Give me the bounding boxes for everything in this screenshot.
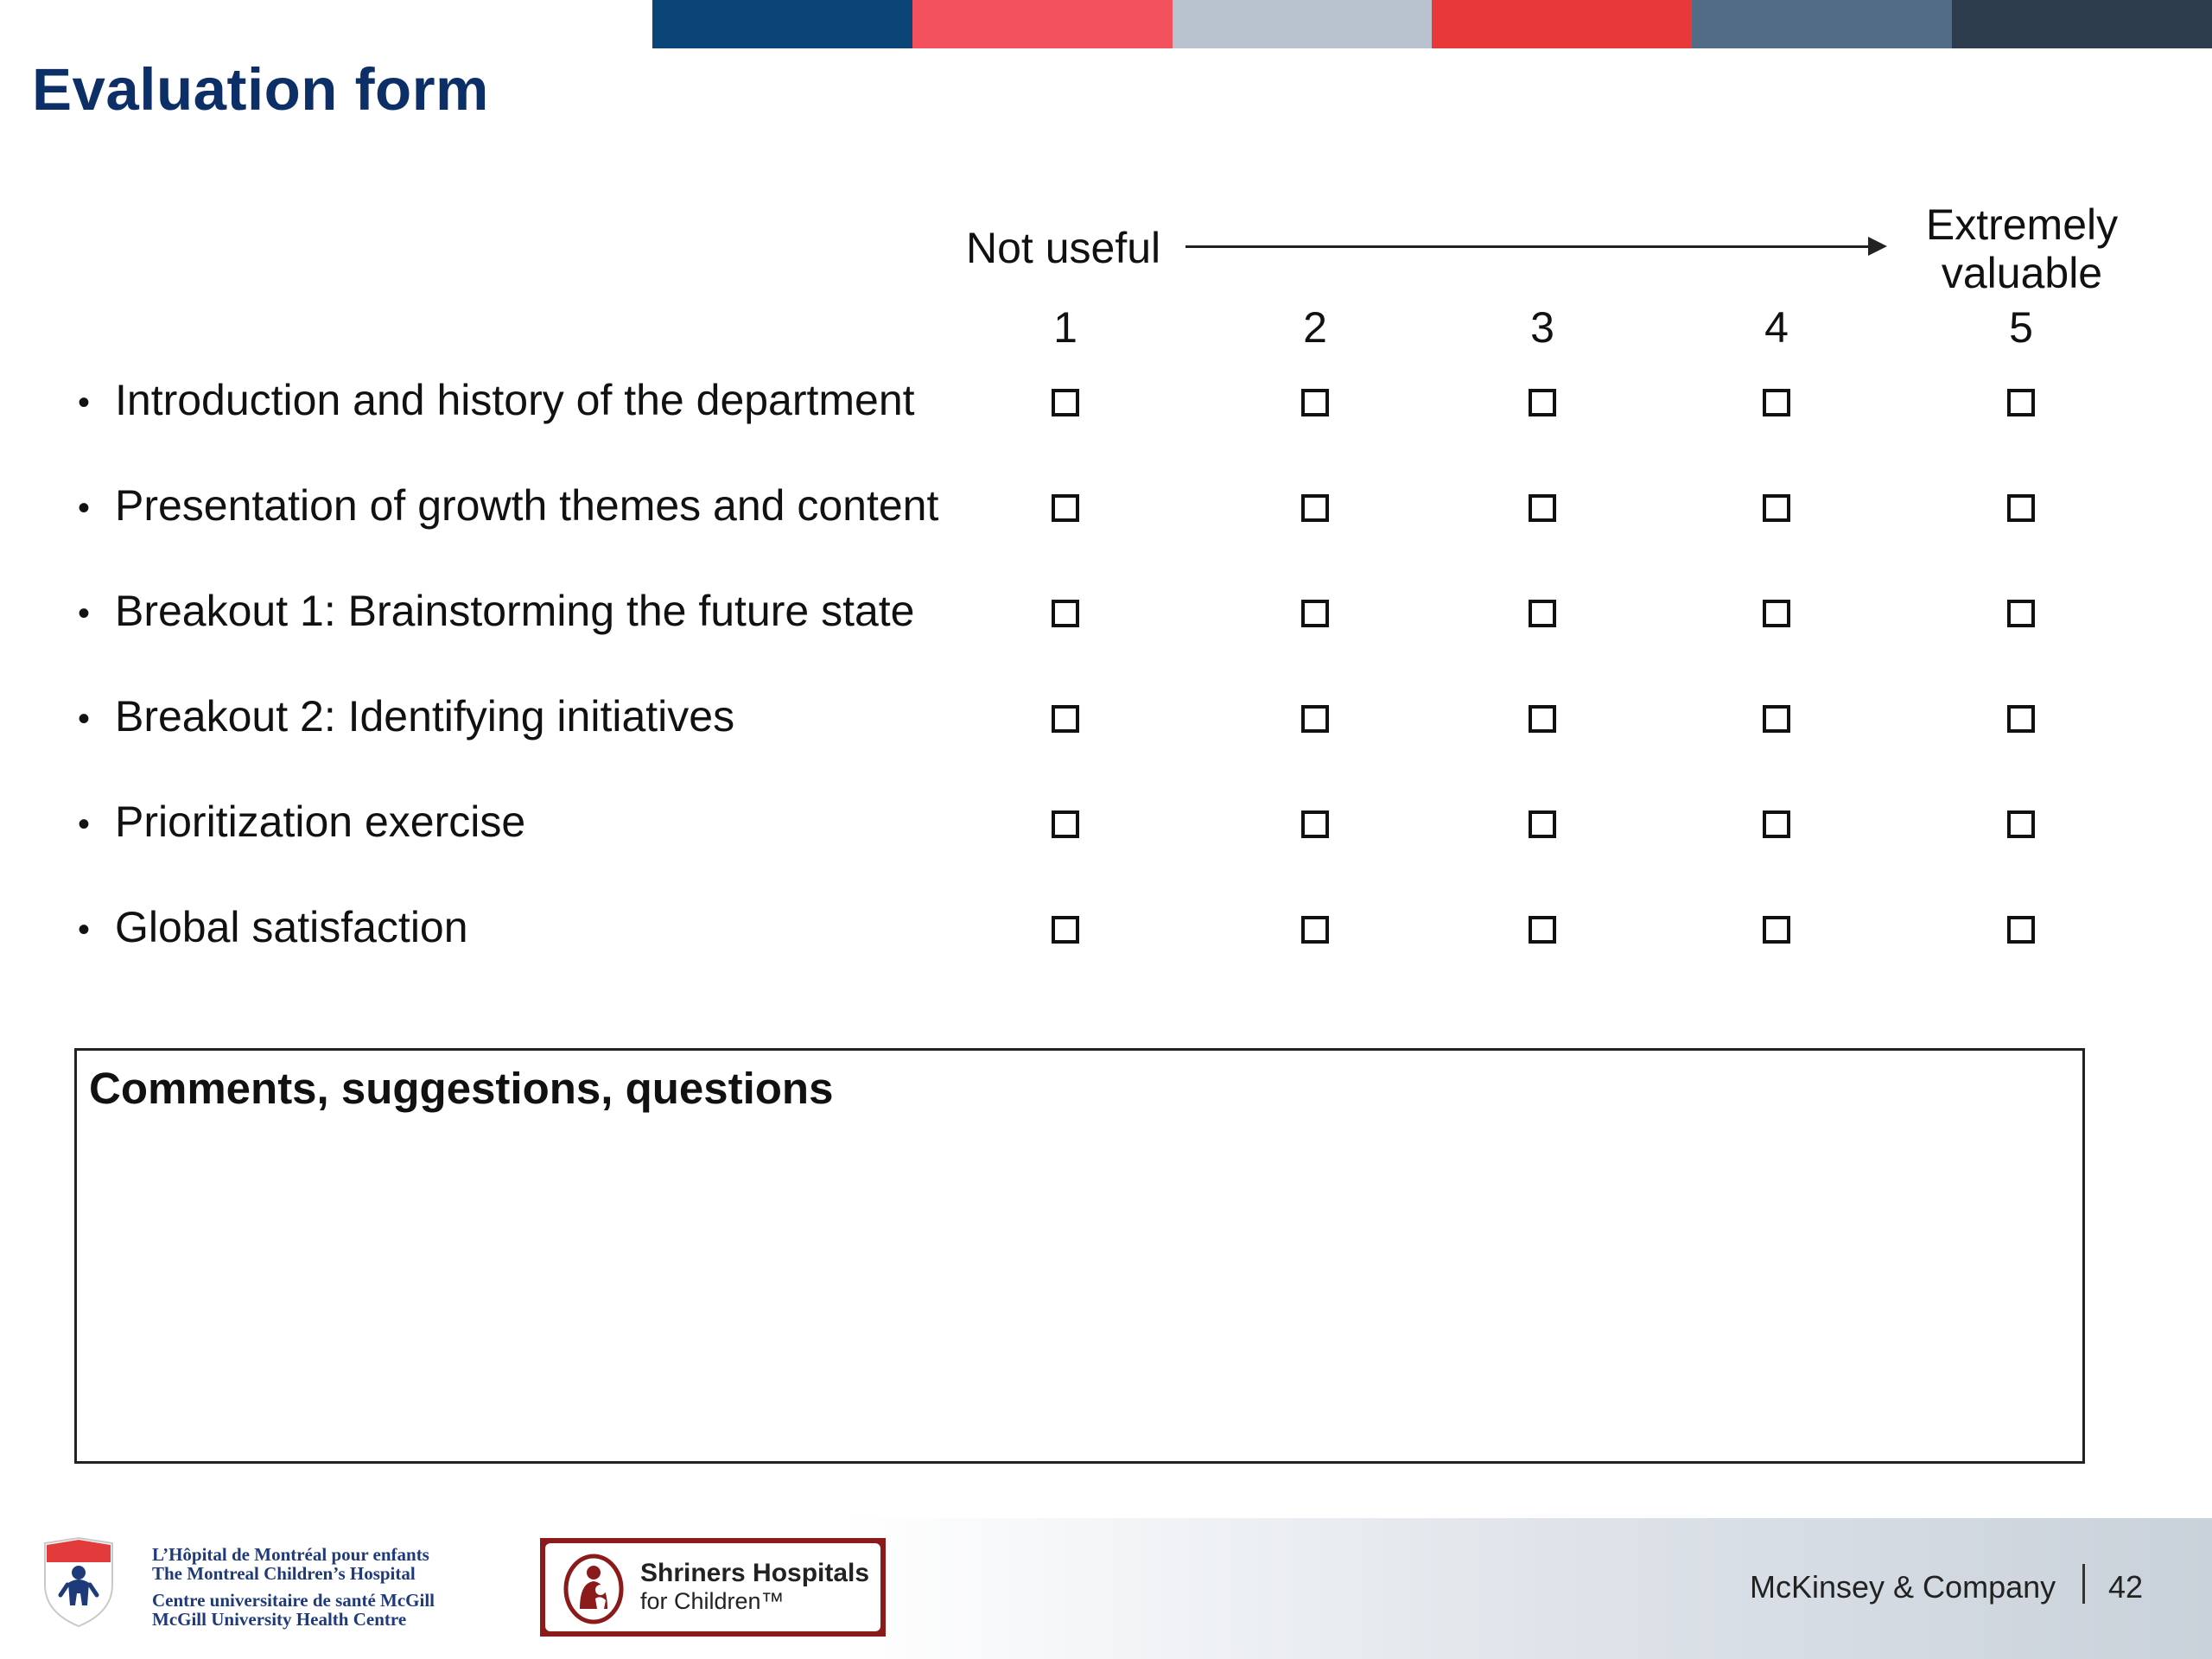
item-label: Breakout 1: Brainstorming the future state — [115, 587, 915, 635]
evaluation-row-breakout-1 — [0, 582, 2212, 652]
rating-checkbox-1[interactable] — [1052, 916, 1079, 944]
rating-checkbox-2[interactable] — [1301, 916, 1329, 944]
item-label: Breakout 2: Identifying initiatives — [115, 692, 735, 741]
rating-checkbox-3[interactable] — [1529, 916, 1556, 944]
bullet-icon: • — [78, 805, 91, 843]
color-segment-2 — [912, 0, 1173, 48]
scale-number-4: 4 — [1764, 303, 1789, 352]
mch-line-2: The Montreal Children’s Hospital — [152, 1563, 416, 1584]
montreal-childrens-hospital-logo — [41, 1536, 116, 1628]
rating-checkbox-2[interactable] — [1301, 494, 1329, 522]
rating-checkbox-3[interactable] — [1529, 705, 1556, 733]
top-color-bar — [652, 0, 2212, 48]
rating-checkbox-3[interactable] — [1529, 810, 1556, 838]
comments-box[interactable] — [74, 1048, 2085, 1464]
company-name: McKinsey & Company — [1750, 1569, 2056, 1605]
item-label: Introduction and history of the department — [115, 376, 915, 424]
mch-line-1: L’Hôpital de Montréal pour enfants — [152, 1544, 429, 1565]
comments-label: Comments, suggestions, questions — [89, 1064, 834, 1113]
color-segment-3 — [1173, 0, 1433, 48]
scale-low-label: Not useful — [966, 224, 1161, 272]
rating-checkbox-1[interactable] — [1052, 600, 1079, 627]
rating-checkbox-4[interactable] — [1763, 389, 1790, 416]
footer-divider — [2082, 1564, 2085, 1604]
rating-checkbox-4[interactable] — [1763, 494, 1790, 522]
color-segment-6 — [1952, 0, 2212, 48]
bullet-icon: • — [78, 594, 91, 632]
rating-checkbox-2[interactable] — [1301, 705, 1329, 733]
bullet-icon: • — [78, 700, 91, 738]
rating-checkbox-3[interactable] — [1529, 494, 1556, 522]
scale-number-5: 5 — [2009, 303, 2033, 352]
shriners-subtitle: for Children™ — [640, 1588, 785, 1614]
rating-checkbox-2[interactable] — [1301, 810, 1329, 838]
bullet-icon: • — [78, 384, 91, 422]
rating-checkbox-5[interactable] — [2007, 600, 2035, 627]
rating-checkbox-1[interactable] — [1052, 389, 1079, 416]
scale-high-label — [1884, 200, 2160, 297]
rating-checkbox-5[interactable] — [2007, 810, 2035, 838]
rating-checkbox-3[interactable] — [1529, 389, 1556, 416]
rating-checkbox-4[interactable] — [1763, 810, 1790, 838]
rating-checkbox-5[interactable] — [2007, 705, 2035, 733]
scale-number-2: 2 — [1303, 303, 1327, 352]
rating-checkbox-4[interactable] — [1763, 705, 1790, 733]
scale-high-label-line1: Extremely — [1925, 200, 2119, 249]
scale-number-3: 3 — [1530, 303, 1554, 352]
mch-line-4: McGill University Health Centre — [152, 1609, 407, 1630]
rating-checkbox-5[interactable] — [2007, 916, 2035, 944]
rating-checkbox-1[interactable] — [1052, 494, 1079, 522]
scale-arrow-icon — [1185, 245, 1884, 248]
evaluation-row-growth-themes — [0, 477, 2212, 546]
rating-checkbox-2[interactable] — [1301, 389, 1329, 416]
bullet-icon: • — [78, 911, 91, 949]
mch-logo-text — [152, 1545, 435, 1629]
item-label: Presentation of growth themes and content — [115, 481, 939, 530]
scale-number-1: 1 — [1053, 303, 1077, 352]
rating-checkbox-5[interactable] — [2007, 389, 2035, 416]
shriners-logo — [540, 1538, 886, 1637]
color-segment-4 — [1432, 0, 1692, 48]
rating-checkbox-3[interactable] — [1529, 600, 1556, 627]
item-label: Prioritization exercise — [115, 798, 526, 846]
rating-checkbox-1[interactable] — [1052, 810, 1079, 838]
page-number: 42 — [2108, 1569, 2144, 1605]
color-segment-1 — [652, 0, 912, 48]
evaluation-row-global-satisfaction — [0, 899, 2212, 968]
page-title: Evaluation form — [32, 56, 489, 123]
rating-checkbox-1[interactable] — [1052, 705, 1079, 733]
shriners-emblem-icon — [563, 1552, 625, 1626]
scale-high-label-line2: valuable — [1941, 249, 2103, 297]
mch-line-3: Centre universitaire de santé McGill — [152, 1590, 435, 1611]
evaluation-row-introduction — [0, 372, 2212, 441]
rating-checkbox-4[interactable] — [1763, 600, 1790, 627]
color-segment-5 — [1692, 0, 1952, 48]
item-label: Global satisfaction — [115, 903, 468, 951]
evaluation-row-breakout-2 — [0, 688, 2212, 757]
rating-checkbox-4[interactable] — [1763, 916, 1790, 944]
shriners-name: Shriners Hospitals — [640, 1559, 870, 1587]
rating-checkbox-5[interactable] — [2007, 494, 2035, 522]
bullet-icon: • — [78, 489, 91, 527]
evaluation-row-prioritization — [0, 793, 2212, 862]
rating-checkbox-2[interactable] — [1301, 600, 1329, 627]
